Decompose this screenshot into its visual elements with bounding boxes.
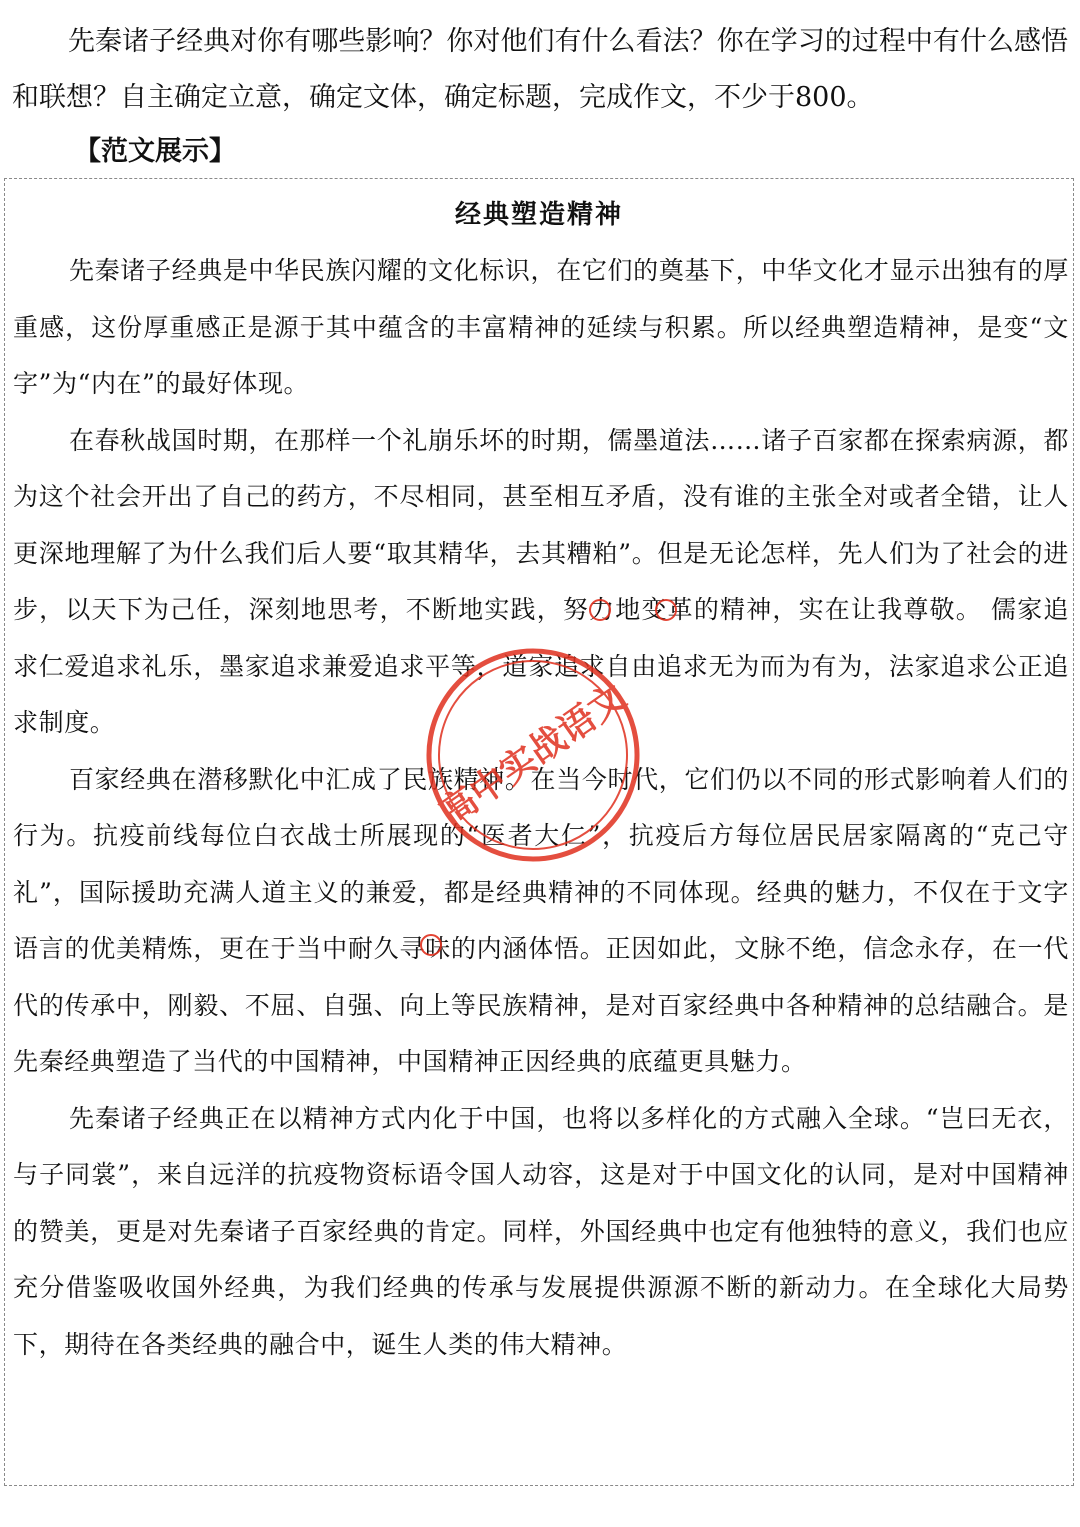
- essay-prompt: 先秦诸子经典对你有哪些影响？你对他们有什么看法？你在学习的过程中有什么感悟和联想？自主确定立意，确定文体，确定标题，完成作文，不少于800。: [12, 26, 1068, 113]
- proofreading-circle-mark: [655, 599, 677, 621]
- essay-body: [13, 243, 1069, 1373]
- section-heading: 【范文展示】: [74, 136, 236, 167]
- sample-essay-box: [4, 178, 1074, 1486]
- essay-paragraph: 先秦诸子经典正在以精神方式内化于中国，也将以多样化的方式融入全球。“岂曰无衣，与子同裳”，来自远洋的抗疫物资标语令国人动容，这是对于中国文化的认同，是对中国精神的赞美，更是对先秦诸子百家经典的肯定。同样，外国经典中也定有他独特的意义，我们也应充分借鉴吸收国外经典，为我们经典的传承与发展提供源源不断的新动力。在全球化大局势下，期待在各类经典的融合中，诞生人类的伟大精神。: [13, 1103, 1069, 1359]
- essay-title: 经典塑造精神: [454, 200, 623, 230]
- essay-paragraph: 百家经典在潜移默化中汇成了民族精神。在当今时代，它们仍以不同的形式影响着人们的行为。抗疫前线每位白衣战士所展现的“医者大仁”，抗疫后方每位居民居家隔离的“克己守礼”，国际援助充满人道主义的兼爱，都是经典精神的不同体现。经典的魅力，不仅在于文字语言的优美精炼，更在于当中耐久寻味的内涵体悟。正因如此，文脉不绝，信念永存，在一代代的传承中，刚毅、不屈、自强、向上等民族精神，是对百家经典中各种精神的总结融合。是先秦经典塑造了当代的中国精神，中国精神正因经典的底蕴更具魅力。: [13, 764, 1069, 1076]
- proofreading-circle-mark: [589, 599, 611, 621]
- watermark-text: 高中实战语文: [433, 676, 634, 835]
- essay-paragraph: 先秦诸子经典是中华民族闪耀的文化标识，在它们的奠基下，中华文化才显示出独有的厚重感，这份厚重感正是源于其中蕴含的丰富精神的延续与积累。所以经典塑造精神，是变“文字”为“内在”的最好体现。: [13, 256, 1069, 398]
- essay-paragraph: 在春秋战国时期，在那样一个礼崩乐坏的时期，儒墨道法……诸子百家都在探索病源，都为这个社会开出了自己的药方，不尽相同，甚至相互矛盾，没有谁的主张全对或者全错，让人更深地理解了为什么我们后人要“取其精华，去其糟粕”。但是无论怎样，先人们为了社会的进步，以天下为己任，深刻地思考，不断地实践，努力地变革的精神，实在让我尊敬。 儒家追求仁爱追求礼乐，墨家追求兼爱追求平等，道家追求自由追求无为而为有为，法家追求公正追求制度。: [13, 425, 1069, 737]
- proofreading-circle-mark: [420, 934, 442, 956]
